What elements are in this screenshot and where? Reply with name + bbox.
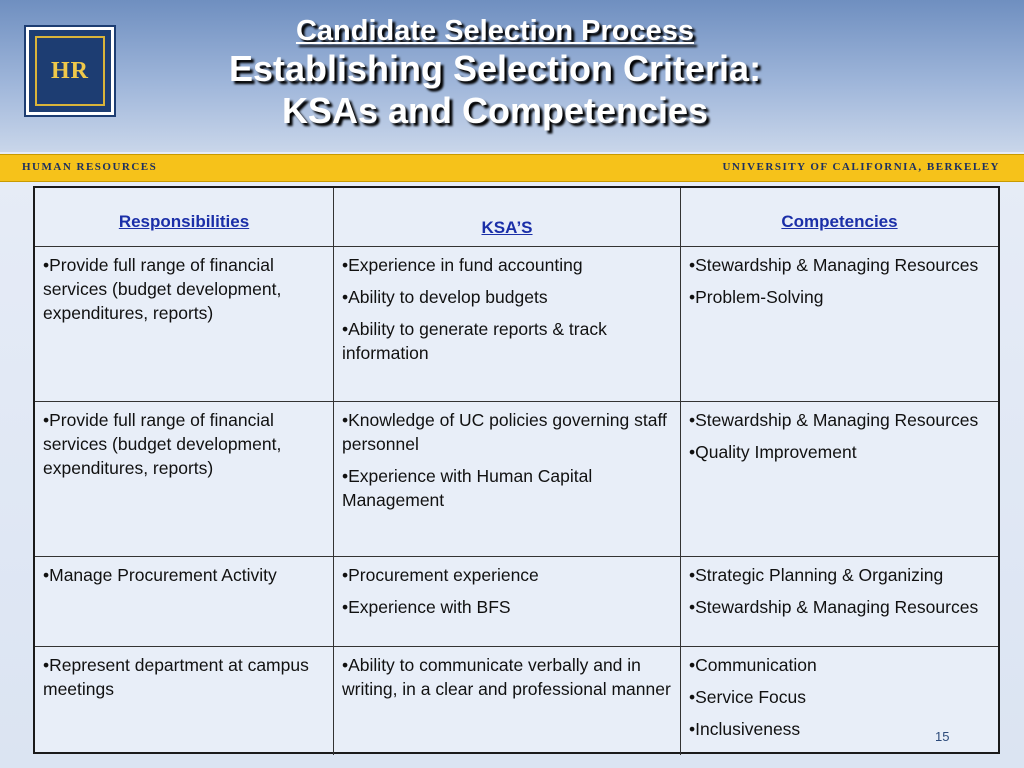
table-cell-responsibilities bbox=[35, 647, 334, 755]
hr-logo bbox=[26, 27, 114, 115]
bullet-item: •Experience with Human Capital Management bbox=[342, 466, 593, 510]
table-cell-competencies bbox=[681, 247, 998, 402]
criteria-table bbox=[33, 186, 1000, 754]
bullet-item: •Ability to develop budgets bbox=[342, 287, 548, 307]
bullet-item: •Knowledge of UC policies governing staff personnel bbox=[342, 410, 667, 454]
bullet-item: •Manage Procurement Activity bbox=[43, 565, 277, 585]
table-cell-competencies bbox=[681, 647, 998, 755]
bullet-item: •Problem-Solving bbox=[689, 287, 824, 307]
band-left-text: HUMAN RESOURCES bbox=[22, 161, 158, 173]
slide-title-line-1: Establishing Selection Criteria: bbox=[228, 48, 762, 89]
bullet-item: •Stewardship & Managing Resources bbox=[689, 410, 979, 430]
hr-logo-text: HR bbox=[51, 57, 89, 84]
table-cell-ksas bbox=[334, 402, 681, 557]
bullet-item: •Ability to communicate verbally and in writing, in a clear and professional manner bbox=[342, 655, 671, 699]
bullet-item: •Procurement experience bbox=[342, 565, 539, 585]
table-cell-responsibilities bbox=[35, 247, 334, 402]
header-responsibilities: Responsibilities bbox=[35, 188, 334, 247]
bullet-item: •Ability to generate reports & track information bbox=[342, 319, 607, 363]
table-cell-responsibilities bbox=[35, 557, 334, 647]
slide-title-line-2: KSAs and Competencies bbox=[281, 90, 709, 131]
bullet-item: •Inclusiveness bbox=[689, 719, 801, 739]
table-cell-competencies bbox=[681, 557, 998, 647]
bullet-item: •Experience in fund accounting bbox=[342, 255, 583, 275]
header-competencies: Competencies bbox=[681, 188, 998, 247]
table-cell-ksas bbox=[334, 557, 681, 647]
hr-logo-frame bbox=[35, 36, 105, 106]
table-cell-ksas bbox=[334, 647, 681, 755]
bullet-item: •Service Focus bbox=[689, 687, 806, 707]
table-cell-competencies bbox=[681, 402, 998, 557]
slide-subtitle: Candidate Selection Process bbox=[295, 15, 695, 47]
bullet-item: •Provide full range of financial services (budget development, expenditures, reports) bbox=[43, 255, 282, 323]
gold-band bbox=[0, 154, 1024, 182]
bullet-item: •Provide full range of financial services (budget development, expenditures, reports) bbox=[43, 410, 282, 478]
bullet-item: •Quality Improvement bbox=[689, 442, 857, 462]
bullet-item: •Stewardship & Managing Resources bbox=[689, 255, 979, 275]
page-number: 15 bbox=[935, 729, 950, 744]
slide-header bbox=[0, 0, 1024, 152]
title-block bbox=[140, 8, 850, 132]
band-right-text: UNIVERSITY OF CALIFORNIA, BERKELEY bbox=[722, 161, 1000, 173]
bullet-item: •Strategic Planning & Organizing bbox=[689, 565, 944, 585]
bullet-item: •Represent department at campus meetings bbox=[43, 655, 309, 699]
table-cell-ksas bbox=[334, 247, 681, 402]
bullet-item: •Experience with BFS bbox=[342, 597, 511, 617]
bullet-item: •Stewardship & Managing Resources bbox=[689, 597, 979, 617]
bullet-item: •Communication bbox=[689, 655, 817, 675]
table-cell-responsibilities bbox=[35, 402, 334, 557]
header-ksas: KSA’S bbox=[334, 188, 681, 247]
